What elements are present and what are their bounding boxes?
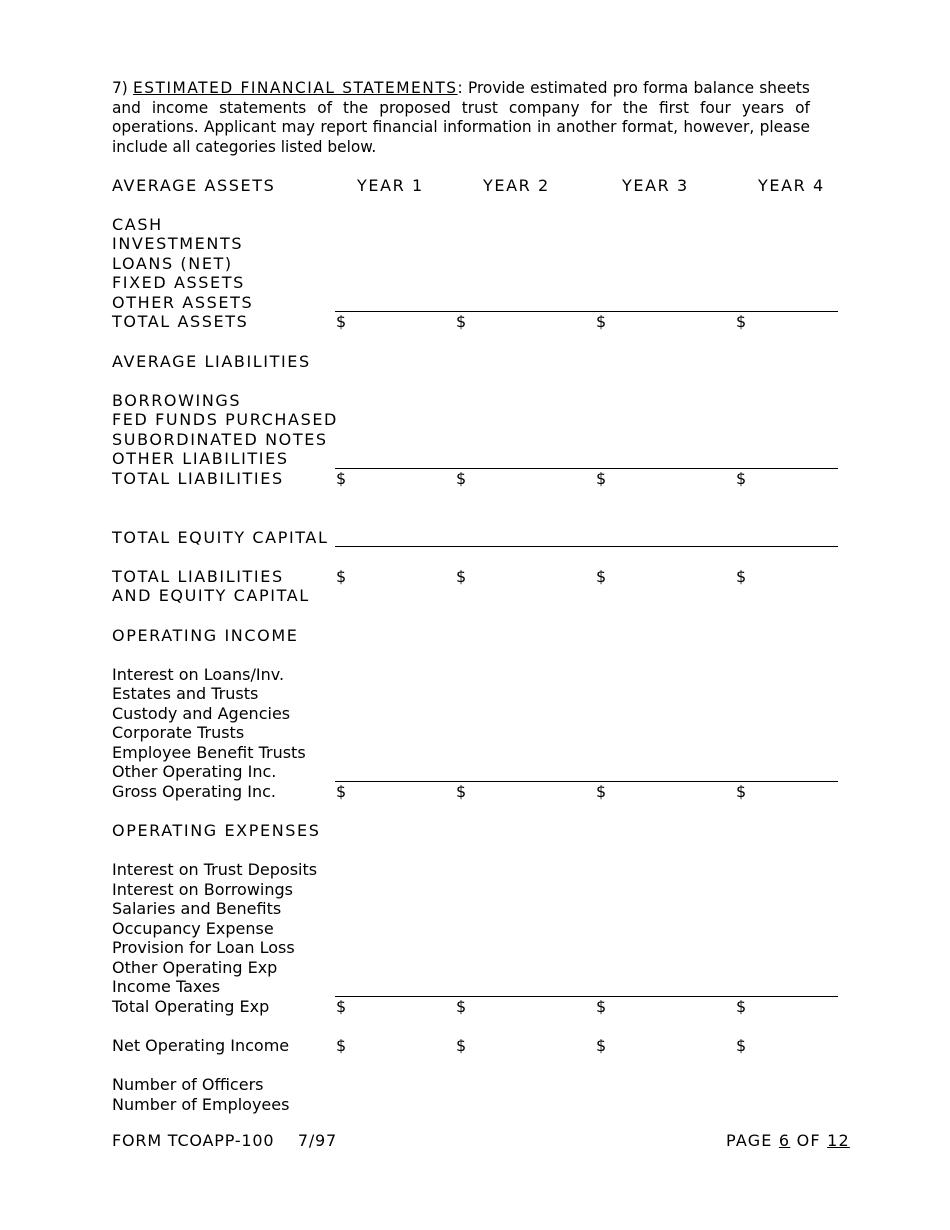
liability-item: FED FUNDS PURCHASED xyxy=(112,410,338,429)
total-liab-equity-year-2: $ xyxy=(456,567,467,586)
of-label: OF xyxy=(796,1131,821,1150)
liability-item: OTHER LIABILITIES xyxy=(112,449,289,468)
income-item: Custody and Agencies xyxy=(112,704,291,723)
total-expense-label: Total Operating Exp xyxy=(112,997,270,1016)
footer-page-number xyxy=(726,1131,850,1151)
footer-form-id xyxy=(112,1131,337,1151)
gross-income-label: Gross Operating Inc. xyxy=(112,782,276,801)
page-current: 6 xyxy=(778,1131,791,1150)
income-item: Interest on Loans/Inv. xyxy=(112,665,285,684)
net-income-year-2: $ xyxy=(456,1036,467,1055)
page-total: 12 xyxy=(827,1131,850,1150)
asset-item: LOANS (NET) xyxy=(112,254,233,273)
gross-income-year-3: $ xyxy=(596,782,607,801)
intro-number: 7) xyxy=(112,78,128,97)
income-item: Other Operating Inc. xyxy=(112,762,277,781)
column-header-year-3: YEAR 3 xyxy=(622,176,689,195)
gross-income-year-2: $ xyxy=(456,782,467,801)
total-liab-equity-year-1: $ xyxy=(336,567,347,586)
total-liabilities-label: TOTAL LIABILITIES xyxy=(112,469,284,488)
total-liab-equity-year-4: $ xyxy=(736,567,747,586)
column-header-year-1: YEAR 1 xyxy=(357,176,424,195)
total-assets-year-4: $ xyxy=(736,312,747,331)
expense-item: Provision for Loan Loss xyxy=(112,938,295,957)
total-equity-label: TOTAL EQUITY CAPITAL xyxy=(112,528,329,547)
intro-heading: ESTIMATED FINANCIAL STATEMENTS xyxy=(133,78,458,97)
officers-label: Number of Officers xyxy=(112,1075,264,1094)
expense-item: Income Taxes xyxy=(112,977,221,996)
total-assets-year-1: $ xyxy=(336,312,347,331)
expense-item: Salaries and Benefits xyxy=(112,899,282,918)
form-date: 7/97 xyxy=(297,1131,338,1150)
income-item: Employee Benefit Trusts xyxy=(112,743,306,762)
total-liabilities-year-2: $ xyxy=(456,469,467,488)
total-assets-label: TOTAL ASSETS xyxy=(112,312,249,331)
intro-paragraph xyxy=(112,78,810,156)
intro-text: : Provide estimated pro forma balance sheets and income statements of the proposed trust company for the first four years of operations. Applicant may report financial information in another format, however, please include all categories listed below. xyxy=(112,78,810,156)
expenses-heading: OPERATING EXPENSES xyxy=(112,821,321,840)
total-liab-equity-label-2: AND EQUITY CAPITAL xyxy=(112,586,310,605)
total-assets-rule xyxy=(335,311,838,312)
total-expense-year-3: $ xyxy=(596,997,607,1016)
column-header-year-2: YEAR 2 xyxy=(483,176,550,195)
gross-income-year-1: $ xyxy=(336,782,347,801)
total-liabilities-rule xyxy=(335,468,838,469)
liability-item: SUBORDINATED NOTES xyxy=(112,430,328,449)
income-item: Estates and Trusts xyxy=(112,684,259,703)
total-equity-rule xyxy=(335,546,838,547)
assets-heading: AVERAGE ASSETS xyxy=(112,176,276,195)
asset-item: INVESTMENTS xyxy=(112,234,244,253)
column-header-year-4: YEAR 4 xyxy=(758,176,825,195)
income-heading: OPERATING INCOME xyxy=(112,626,299,645)
liability-item: BORROWINGS xyxy=(112,391,242,410)
net-income-year-1: $ xyxy=(336,1036,347,1055)
total-liab-equity-year-3: $ xyxy=(596,567,607,586)
gross-income-rule xyxy=(335,781,838,782)
net-income-label: Net Operating Income xyxy=(112,1036,290,1055)
total-assets-year-3: $ xyxy=(596,312,607,331)
net-income-year-4: $ xyxy=(736,1036,747,1055)
total-liabilities-year-3: $ xyxy=(596,469,607,488)
total-expense-rule xyxy=(335,996,838,997)
total-expense-year-1: $ xyxy=(336,997,347,1016)
total-expense-year-4: $ xyxy=(736,997,747,1016)
total-liabilities-year-1: $ xyxy=(336,469,347,488)
total-liabilities-year-4: $ xyxy=(736,469,747,488)
expense-item: Other Operating Exp xyxy=(112,958,278,977)
total-assets-year-2: $ xyxy=(456,312,467,331)
net-income-year-3: $ xyxy=(596,1036,607,1055)
expense-item: Interest on Borrowings xyxy=(112,880,293,899)
expense-item: Occupancy Expense xyxy=(112,919,274,938)
employees-label: Number of Employees xyxy=(112,1095,290,1114)
form-number: FORM TCOAPP-100 xyxy=(112,1131,275,1150)
expense-item: Interest on Trust Deposits xyxy=(112,860,318,879)
page-label: PAGE xyxy=(726,1131,773,1150)
total-liab-equity-label-1: TOTAL LIABILITIES xyxy=(112,567,284,586)
total-expense-year-2: $ xyxy=(456,997,467,1016)
gross-income-year-4: $ xyxy=(736,782,747,801)
income-item: Corporate Trusts xyxy=(112,723,245,742)
liabilities-heading: AVERAGE LIABILITIES xyxy=(112,352,311,371)
asset-item: OTHER ASSETS xyxy=(112,293,254,312)
asset-item: CASH xyxy=(112,215,163,234)
asset-item: FIXED ASSETS xyxy=(112,273,245,292)
